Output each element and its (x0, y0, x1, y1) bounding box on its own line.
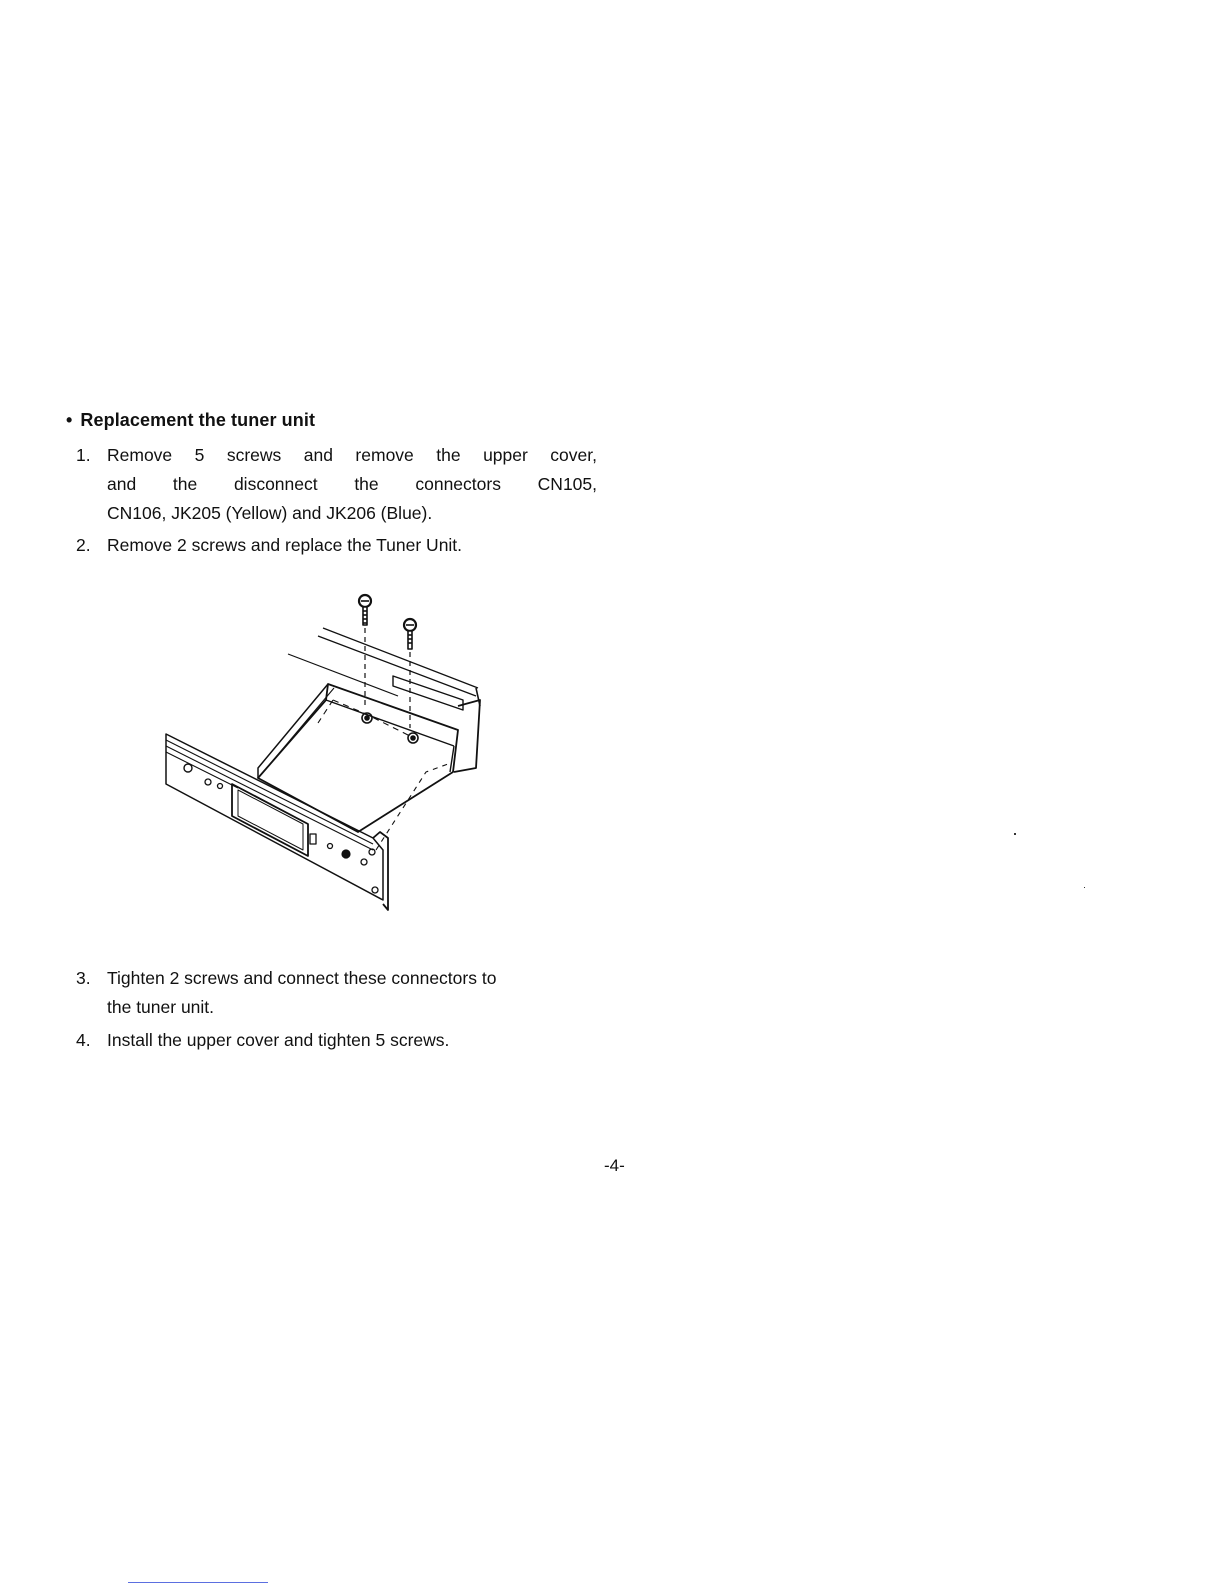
step-line: Tighten 2 screws and connect these connectors to (107, 968, 497, 988)
step-number: 1. (76, 445, 91, 465)
step-line: CN106, JK205 (Yellow) and JK206 (Blue). (107, 503, 433, 523)
step-text: Install the upper cover and tighten 5 screws. (107, 1030, 450, 1050)
step-1 (76, 441, 598, 529)
step-number: 4. (76, 1030, 91, 1050)
scan-speck (1084, 887, 1085, 888)
screw-icon (404, 619, 416, 649)
step-line: Remove 5 screws and remove the upper cover, (107, 445, 597, 465)
bottom-rule (128, 1582, 268, 1583)
step-number: 3. (76, 968, 91, 988)
page-number: -4- (604, 1156, 625, 1175)
heading-text: Replacement the tuner unit (80, 410, 316, 430)
step-line: and the disconnect the connectors CN105, (107, 474, 597, 494)
screw-icon (359, 595, 371, 625)
step-4 (76, 1026, 598, 1056)
step-3 (76, 964, 616, 1024)
heading-bullet: • (66, 410, 73, 430)
tuner-unit-illustration (158, 588, 488, 918)
step-2 (76, 531, 598, 561)
step-text (107, 964, 607, 1022)
step-text (107, 441, 597, 528)
step-number: 2. (76, 535, 91, 555)
scan-speck (1014, 833, 1016, 835)
step-line: the tuner unit. (107, 997, 215, 1017)
step-text: Remove 2 screws and replace the Tuner Unit. (107, 535, 463, 555)
section-heading (66, 410, 315, 431)
